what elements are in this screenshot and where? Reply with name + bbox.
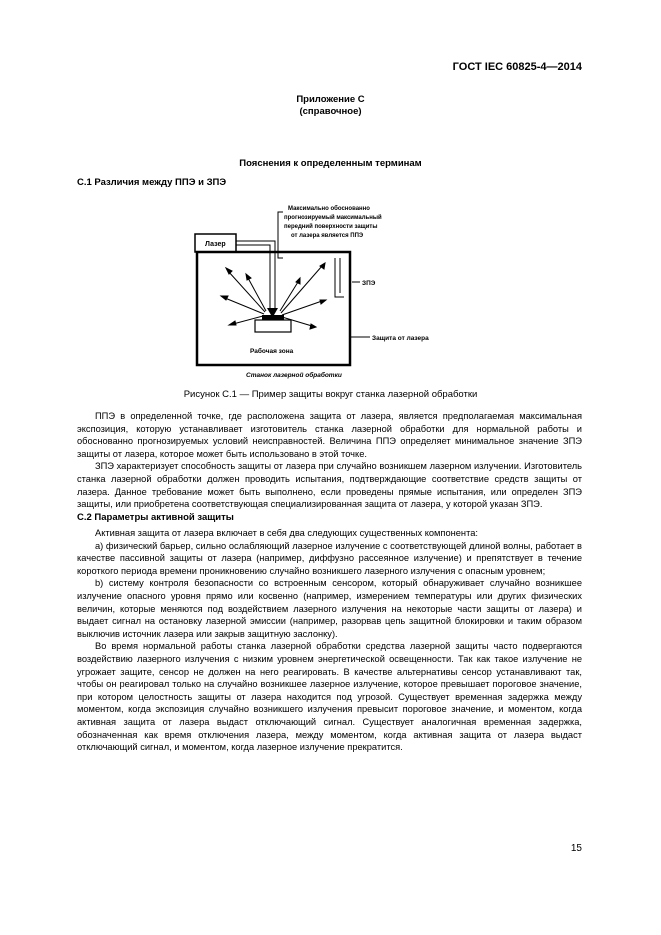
work-table <box>255 320 291 332</box>
annotation-line-1: Максимально обоснованно <box>288 206 370 212</box>
annotation-line-3: передний поверхности защиты <box>284 224 378 230</box>
machine-label: Станок лазерной обработки <box>246 372 342 379</box>
zpe-bracket <box>335 258 344 297</box>
zpe-label: ЗПЭ <box>362 280 376 287</box>
laser-nozzle <box>267 308 278 315</box>
document-title: Пояснения к определенным терминам <box>239 158 422 169</box>
laser-label: Лазер <box>205 241 226 248</box>
appendix-title: Приложение С <box>296 94 365 105</box>
body-block-1 <box>77 410 582 511</box>
list-item-b: b) систему контроля безопасности со встроенным сенсором, который обнаруживает случайно возникшее излучение опасного уровня прямо или косвенно (например, измерением температуры или других физических величин, которые меняются под воздействием лазерного излучения на некоторые части защиты от лазера) и выдает сигнал на остановку лазерной эмиссии (например, разорвав цепь защитной блокировки и таким образом выключив источник лазера или закрыв защитную заслонку). <box>77 578 582 639</box>
section-heading-c2: С.2 Параметры активной защиты <box>77 512 234 523</box>
workpiece <box>262 315 284 320</box>
page-number: 15 <box>570 843 582 854</box>
paragraph: ЗПЭ характеризует способность защиты от лазера при случайно возникшем лазерном излучении. Изготовитель станка лазерной обработки должен проводить испытания, подтверждающие соответствие средств защиты от лазера. Данное требование может быть выполнено, если проведены прямые испытания, или определен ЗПЭ защиты, или приобретена соответствующая специализированная защита от лазера, у которой указан ЗПЭ. <box>77 461 582 510</box>
list-item-a: a) физический барьер, сильно ослабляющий лазерное излучение с соответствующей длиной волны, работает в качестве пассивной защиты от лазера (например, диффузно рассеянное излучение) и препятствует в течение короткого периода времени проникновению случайно возникшего лазерного излучения с опасным уровнем; <box>77 540 582 576</box>
annotation-line-4: от лазера является ППЭ <box>291 233 364 239</box>
paragraph: Активная защита от лазера включает в себя два следующих существенных компонента: <box>95 528 478 538</box>
annotation-line-2: прогнозируемый максимальный <box>284 215 382 221</box>
paragraph: ППЭ в определенной точке, где расположена защита от лазера, является предполагаемая максимальная экспозиция, которую устанавливает изготовитель станка лазерной обработки для нормальной работы и обоснованно прогнозируемых условий неисправностей. Величина ППЭ определяет минимальное значение ЗПЭ защиты от лазера, которое может быть использовано в этой точке. <box>77 411 582 459</box>
appendix-subtitle: (справочное) <box>299 106 362 117</box>
body-block-2 <box>77 527 582 754</box>
standard-number: ГОСТ IEC 60825-4—2014 <box>452 61 582 73</box>
section-heading-c1: С.1 Различия между ППЭ и ЗПЭ <box>77 177 227 188</box>
paragraph: Во время нормальной работы станка лазерной обработки средства лазерной защиты часто подвергаются воздействию лазерного излучения с низким уровнем энергетической освещенности. Так как такое излучение не угрожает защите, сенсор не должен на него реагировать. В качестве альтернативы сенсор устанавливают так, чтобы он реагировал только на случайно возникшее лазерное излучение, которое превышает пороговое значение, при котором целостность защиты от лазера находится под угрозой. Существует временная задержка между моментом, когда экспозиция случайно возникшего излучения превысит пороговое значение, и моментом, когда активная защита от лазера выдаст отключающий сигнал. Существует аналогичная временная задержка, обозначенная как время отключения лазера, между моментом, когда активная защита от лазера выдаст отключающий сигнал, и моментом, когда лазерное излучение прекратится. <box>77 641 582 753</box>
ppe-annotation <box>284 205 382 239</box>
figure-caption: Рисунок С.1 — Пример защиты вокруг станка лазерной обработки <box>183 389 478 400</box>
guard-label: Защита от лазера <box>372 335 429 342</box>
work-zone-label: Рабочая зона <box>250 348 294 355</box>
